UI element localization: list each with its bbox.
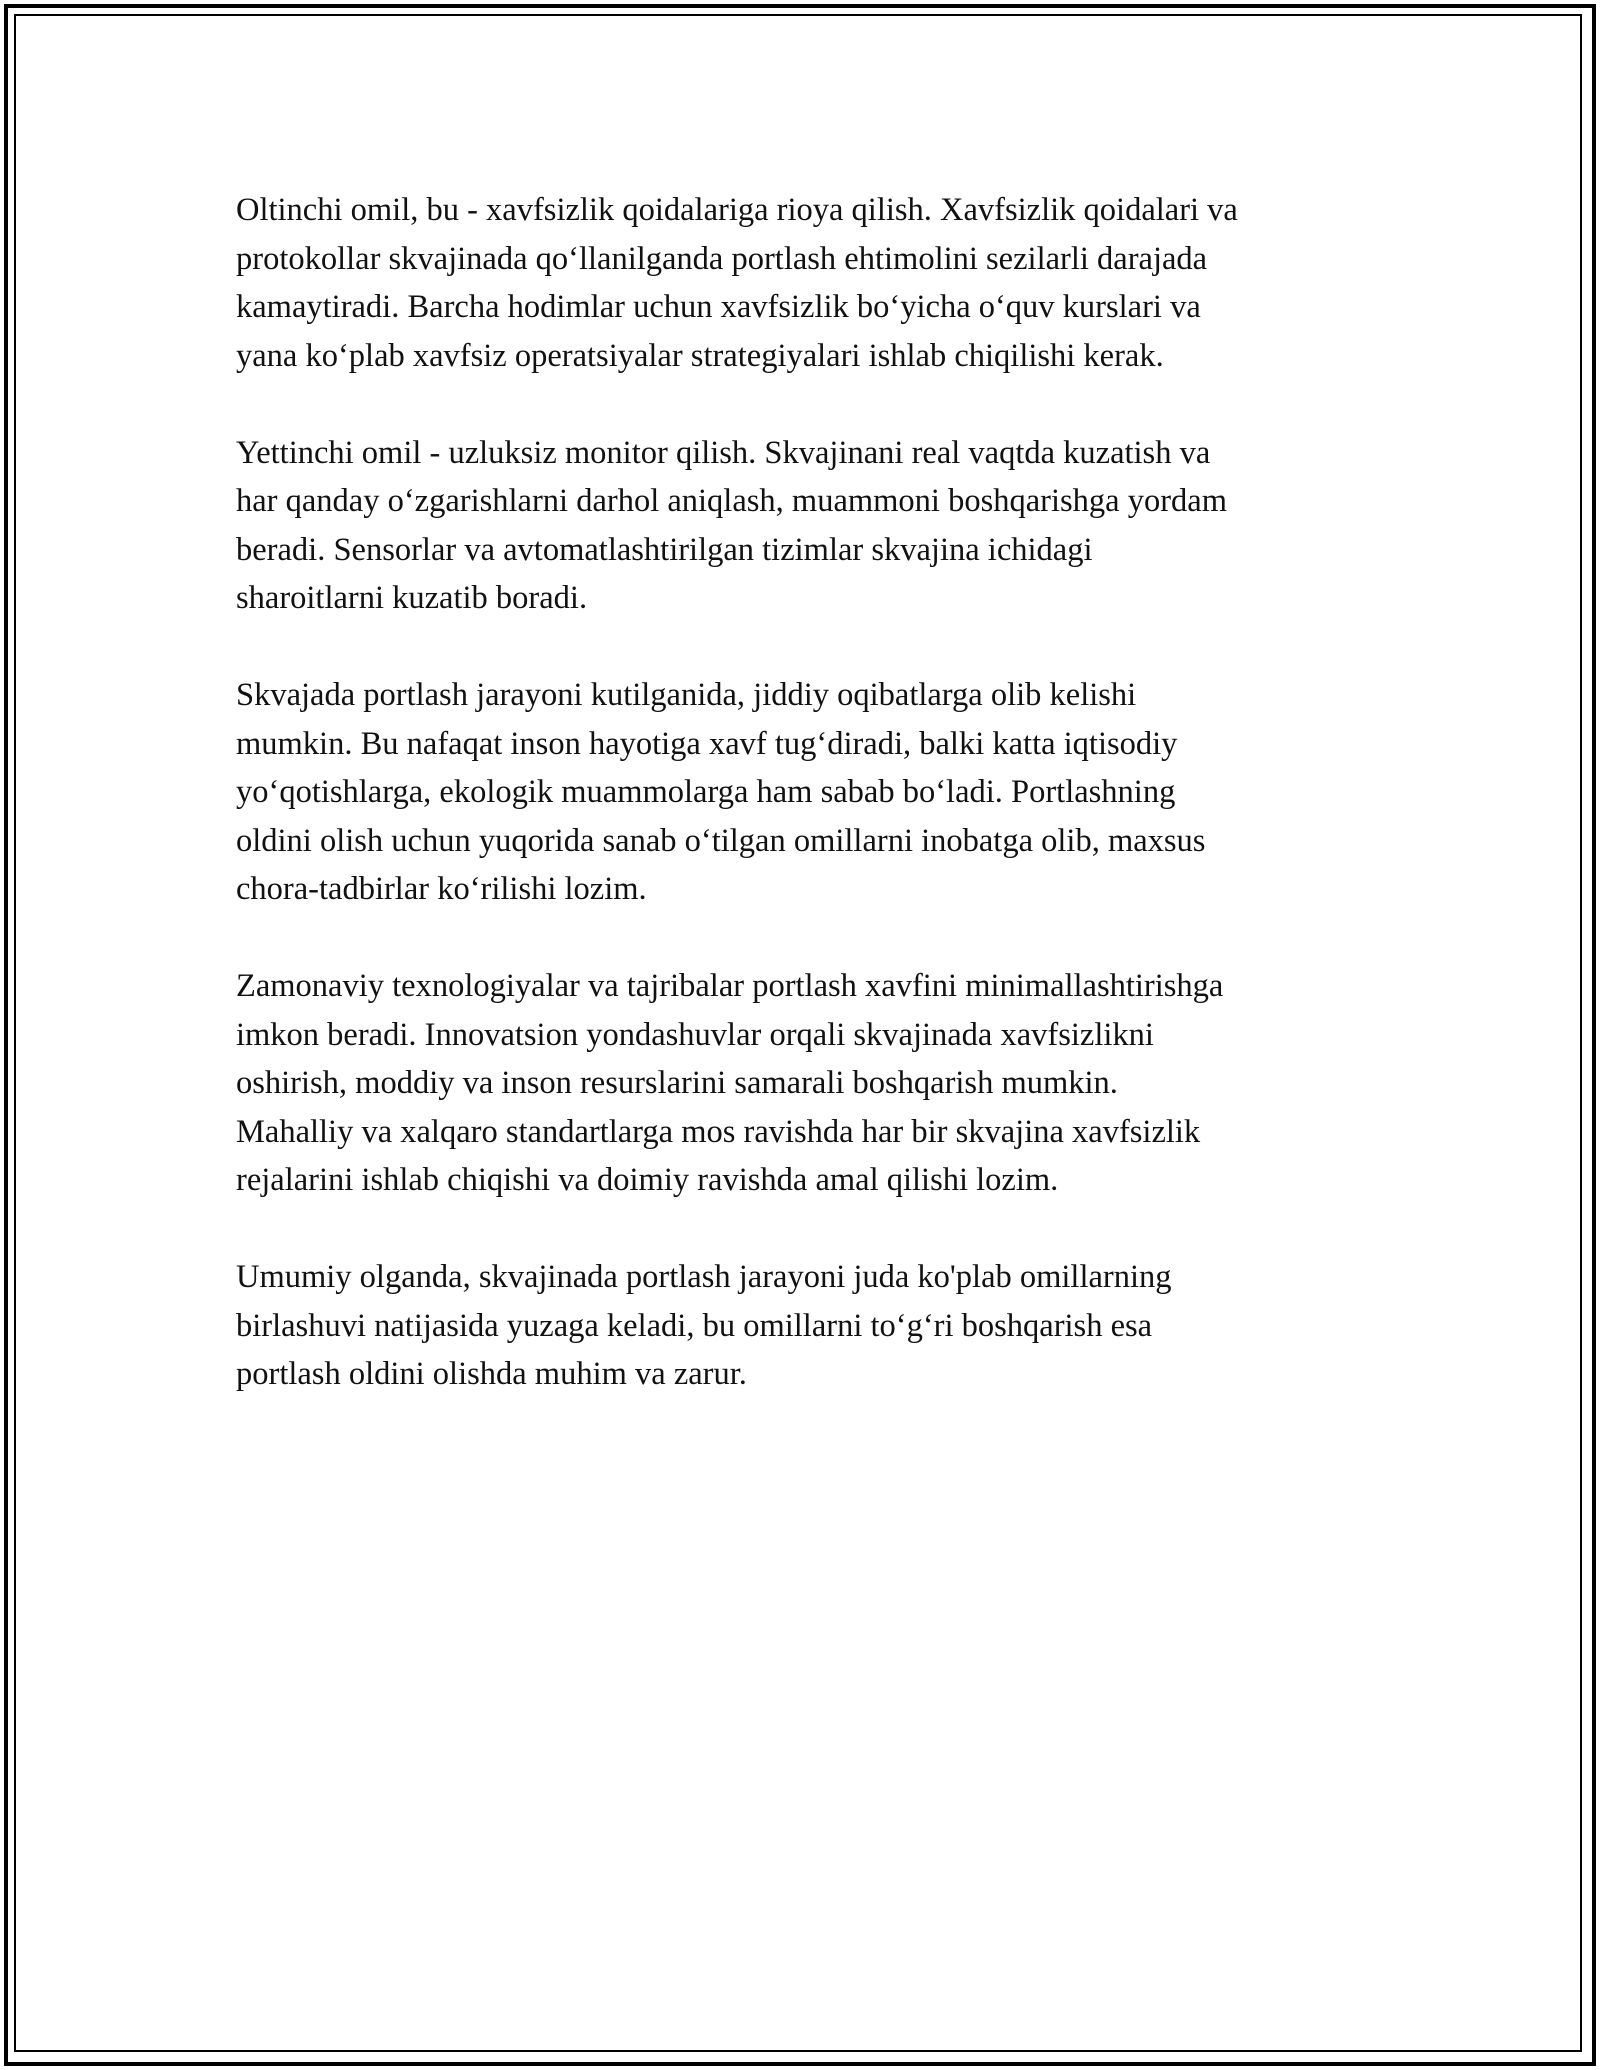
paragraph-safety-rules: Oltinchi omil, bu - xavfsizlik qoidalariga rioya qilish. Xavfsizlik qoidalari va protokollar skvajinada qo‘llanilganda portlash ehtimolini sezilarli darajada kamaytiradi. Barcha hodimlar uchun xavfsizlik bo‘yicha o‘quv kurslari va yana ko‘plab xavfsiz operatsiyalar strategiyalari ishlab chiqilishi kerak. [236,192,1238,374]
paragraph-modern-technologies: Zamonaviy texnologiyalar va tajribalar portlash xavfini minimallashtirishga imkon beradi. Innovatsion yondashuvlar orqali skvajinada xavfsizlikni oshirish, moddiy va inson resurslarini samarali boshqarish mumkin. Mahalliy va xalqaro standartlarga mos ravishda har bir skvajina xavfsizlik rejalarini ishlab chiqishi va doimiy ravishda amal qilishi lozim. [236,968,1224,1198]
document-body [236,186,1376,1447]
paragraph-conclusion: Umumiy olganda, skvajinada portlash jarayoni juda ko'plab omillarning birlashuvi natijasida yuzaga keladi, bu omillarni to‘g‘ri boshqarish esa portlash oldini olishda muhim va zarur. [236,1259,1172,1392]
paragraph-consequences: Skvajada portlash jarayoni kutilganida, jiddiy oqibatlarga olib kelishi mumkin. Bu nafaqat inson hayotiga xavf tug‘diradi, balki katta iqtisodiy yo‘qotishlarga, ekologik muammolarga ham sabab bo‘ladi. Portlashning oldini olish uchun yuqorida sanab o‘tilgan omillarni inobatga olib, maxsus chora-tadbirlar ko‘rilishi lozim. [236,677,1206,907]
paragraph-continuous-monitoring: Yettinchi omil - uzluksiz monitor qilish. Skvajinani real vaqtda kuzatish va har qanday o‘zgarishlarni darhol aniqlash, muammoni boshqarishga yordam beradi. Sensorlar va avtomatlashtirilgan tizimlar skvajina ichidagi sharoitlarni kuzatib boradi. [236,434,1227,616]
